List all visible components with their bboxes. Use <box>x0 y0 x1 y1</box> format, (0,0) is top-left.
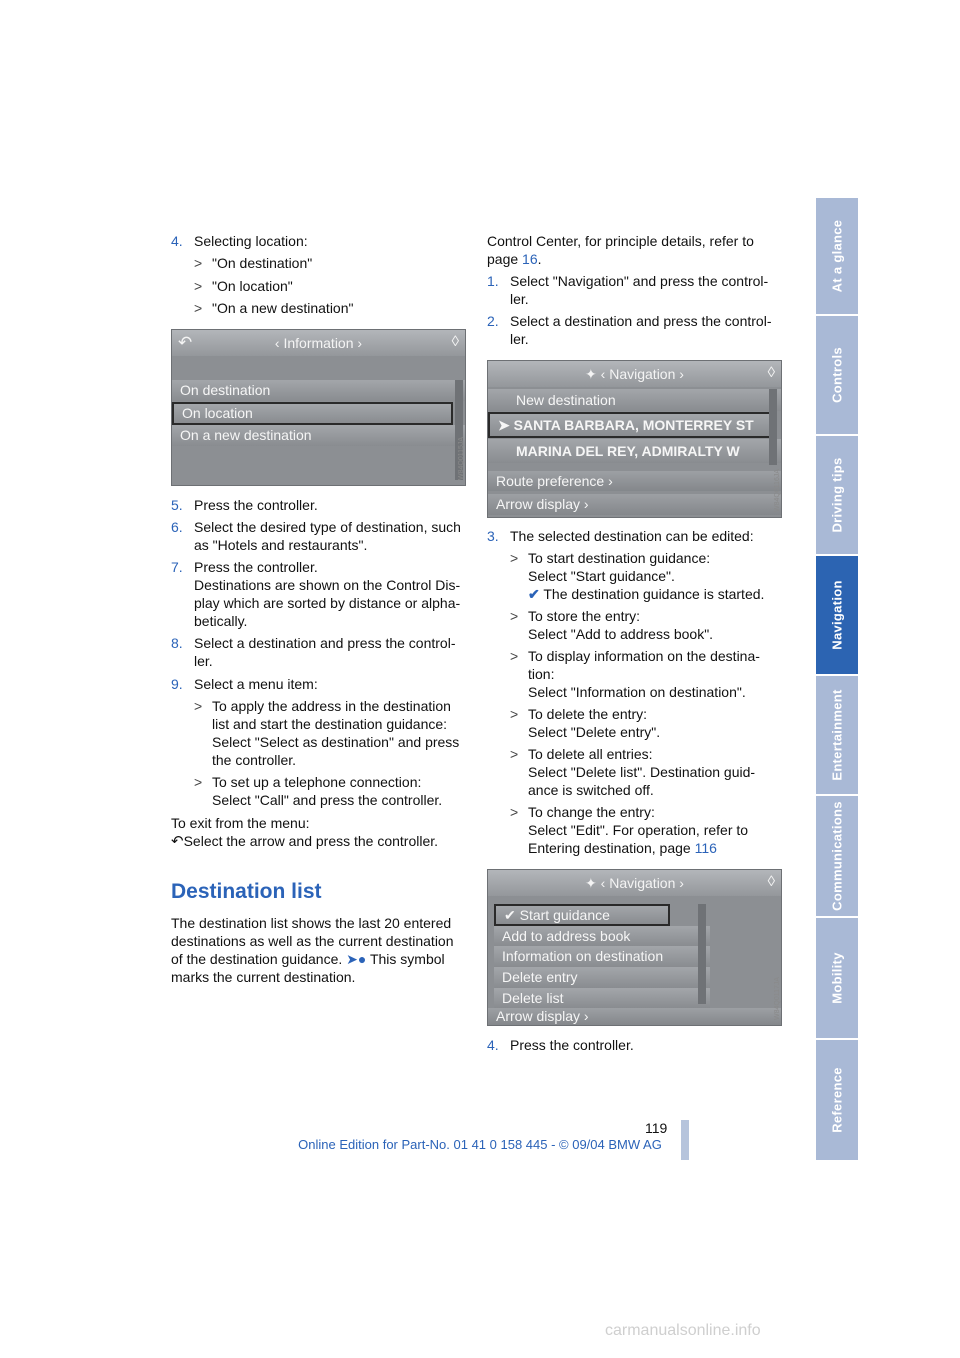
tab-entertainment[interactable]: Entertainment <box>816 676 858 796</box>
figure-code: W84Q0116JA <box>774 468 781 512</box>
settings-icon: ◊ <box>451 333 459 350</box>
menu-item-delete-list[interactable]: Delete list <box>494 988 710 1008</box>
tab-navigation[interactable]: Navigation <box>816 556 858 676</box>
screen-header: ✦ ‹ Navigation › ◊ <box>488 870 781 896</box>
footer-edition: Online Edition for Part-No. 01 41 0 158 445 - © 09/04 BMW AG <box>298 1137 662 1152</box>
settings-icon: ◊ <box>767 873 775 890</box>
screen-information-menu <box>171 329 466 486</box>
tab-controls[interactable]: Controls <box>816 316 858 436</box>
checkmark-icon: ✔ <box>504 907 516 923</box>
exit-instructions: To exit from the menu: ↶Select the arrow and press the controller. <box>171 815 439 850</box>
page-number: 119 <box>645 1120 668 1136</box>
scrollbar[interactable] <box>769 389 777 465</box>
section-heading: Destination list <box>171 880 322 903</box>
menu-item-on-location[interactable]: On location <box>172 402 453 425</box>
menu-item-marina-del-rey[interactable]: MARINA DEL REY, ADMIRALTY W <box>488 439 781 463</box>
screen-navigation-options <box>487 869 782 1026</box>
page-link[interactable]: 116 <box>694 840 717 856</box>
current-destination-icon: ➤● <box>346 951 367 967</box>
tab-reference[interactable]: Reference <box>816 1040 858 1162</box>
menu-item-add-to-address-book[interactable]: Add to address book <box>494 926 710 946</box>
watermark: carmanualsonline.info <box>605 1322 761 1339</box>
menu-item-arrow-display[interactable]: Arrow display › <box>488 494 781 515</box>
checkmark-icon: ✔ <box>528 586 540 602</box>
scrollbar[interactable] <box>698 904 706 1004</box>
settings-icon: ◊ <box>767 364 775 381</box>
satellite-icon: ✦ <box>585 875 597 891</box>
tab-mobility[interactable]: Mobility <box>816 918 858 1040</box>
back-arrow-icon: ↶ <box>178 333 193 352</box>
back-arrow-icon: ↶ <box>171 833 184 850</box>
menu-item-information-on-destination[interactable]: Information on destination <box>494 946 710 967</box>
menu-item-on-destination[interactable]: On destination <box>172 380 465 401</box>
menu-item-new-destination[interactable]: New destination <box>488 389 781 411</box>
screen-header: ↶ ‹ Information › ◊ <box>172 330 465 356</box>
menu-item-delete-entry[interactable]: Delete entry <box>494 967 710 988</box>
menu-item-route-preference[interactable]: Route preference › <box>488 471 781 491</box>
tab-communications[interactable]: Communications <box>816 796 858 918</box>
figure-code: W84Q0117JA <box>774 976 781 1020</box>
step-4: 4. Selecting location: <box>171 233 308 249</box>
menu-item-arrow-display[interactable]: Arrow display › <box>488 1008 781 1025</box>
menu-item-santa-barbara[interactable]: ➤ SANTA BARBARA, MONTERREY ST <box>488 412 771 438</box>
tab-driving-tips[interactable]: Driving tips <box>816 436 858 556</box>
satellite-icon: ✦ <box>585 366 597 382</box>
screen-header: ✦ ‹ Navigation › ◊ <box>488 361 781 387</box>
page-link[interactable]: 16 <box>522 251 538 267</box>
tab-at-a-glance[interactable]: At a glance <box>816 198 858 316</box>
destination-list-paragraph: The destination list shows the last 20 entered destinations as well as the current destination of the destination guidance. ➤● This symbol marks the current destination. <box>171 915 454 985</box>
intro-text: Control Center, for principle details, refer to page 16. <box>487 233 754 267</box>
current-destination-icon: ➤ <box>498 417 510 433</box>
screen-navigation-list <box>487 360 782 518</box>
figure-code: W84Q0115JA <box>458 436 465 480</box>
menu-item-start-guidance[interactable]: ✔ Start guidance <box>494 904 670 926</box>
menu-item-on-new-destination[interactable]: On a new destination <box>172 425 465 446</box>
